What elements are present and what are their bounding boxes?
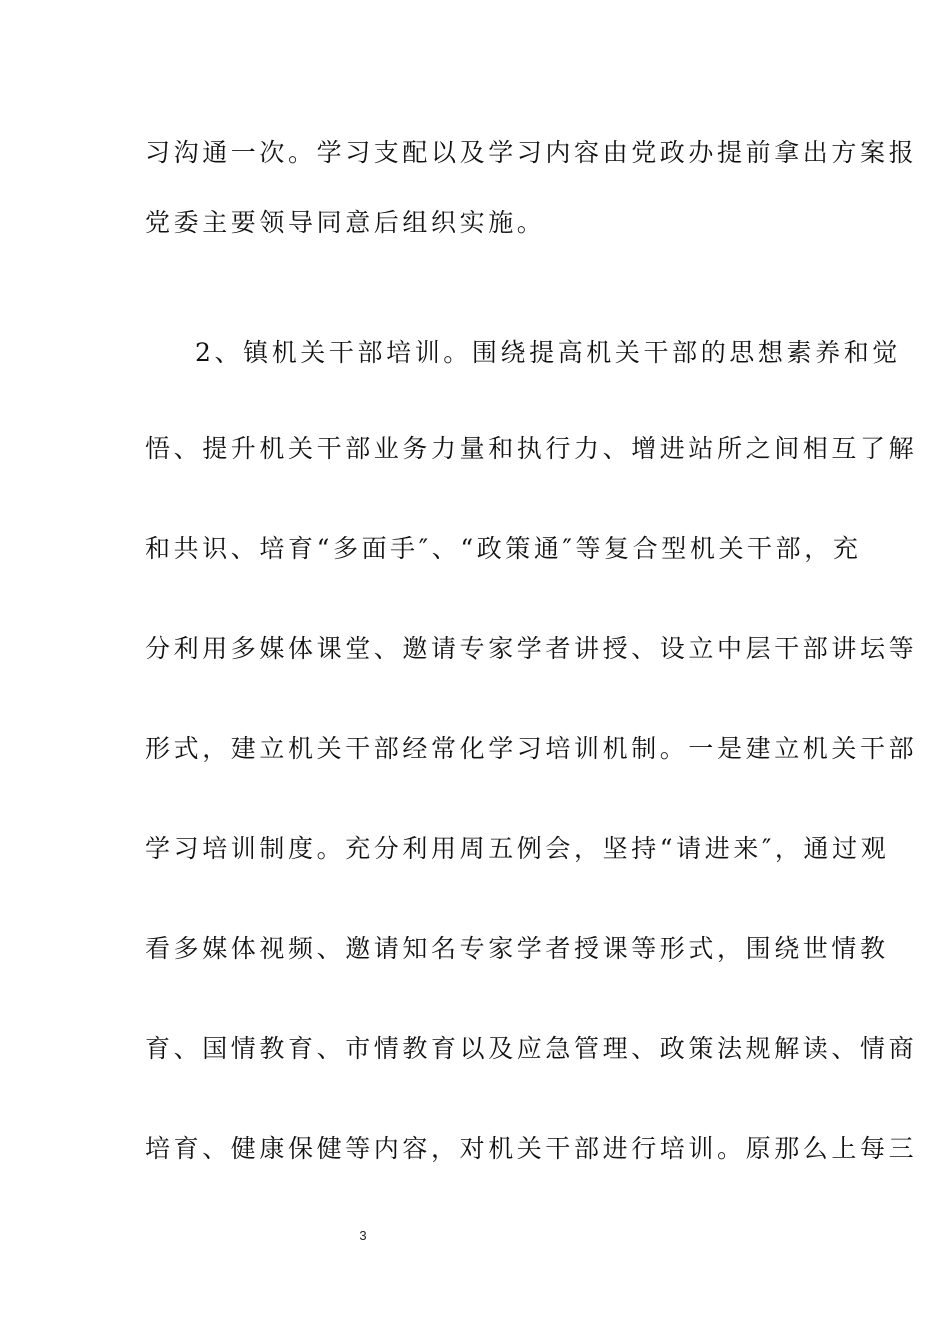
text-line-2: 党委主要领导同意后组织实施。 bbox=[145, 208, 546, 237]
text-line-8: 学习培训制度。充分利用周五例会，坚持“请进来″，通过观 bbox=[145, 834, 890, 863]
page-number: 3 bbox=[359, 1228, 367, 1243]
text-line-9: 看多媒体视频、邀请知名专家学者授课等形式，围绕世情教 bbox=[145, 934, 889, 963]
text-line-3: 2、镇机关干部培训。围绕提高机关干部的思想素养和觉 bbox=[195, 338, 901, 367]
text-line-5: 和共识、培育“多面手″、“政策通″等复合型机关干部，充 bbox=[145, 534, 862, 563]
text-line-7: 形式，建立机关干部经常化学习培训机制。一是建立机关干部 bbox=[145, 734, 918, 763]
text-line-11: 培育、健康保健等内容，对机关干部进行培训。原那么上每三 bbox=[145, 1134, 918, 1163]
text-line-6: 分利用多媒体课堂、邀请专家学者讲授、设立中层干部讲坛等 bbox=[145, 634, 918, 663]
text-line-4: 悟、提升机关干部业务力量和执行力、增进站所之间相互了解 bbox=[145, 434, 918, 463]
text-line-1: 习沟通一次。学习支配以及学习内容由党政办提前拿出方案报 bbox=[145, 138, 918, 167]
text-line-10: 育、国情教育、市情教育以及应急管理、政策法规解读、情商 bbox=[145, 1034, 918, 1063]
